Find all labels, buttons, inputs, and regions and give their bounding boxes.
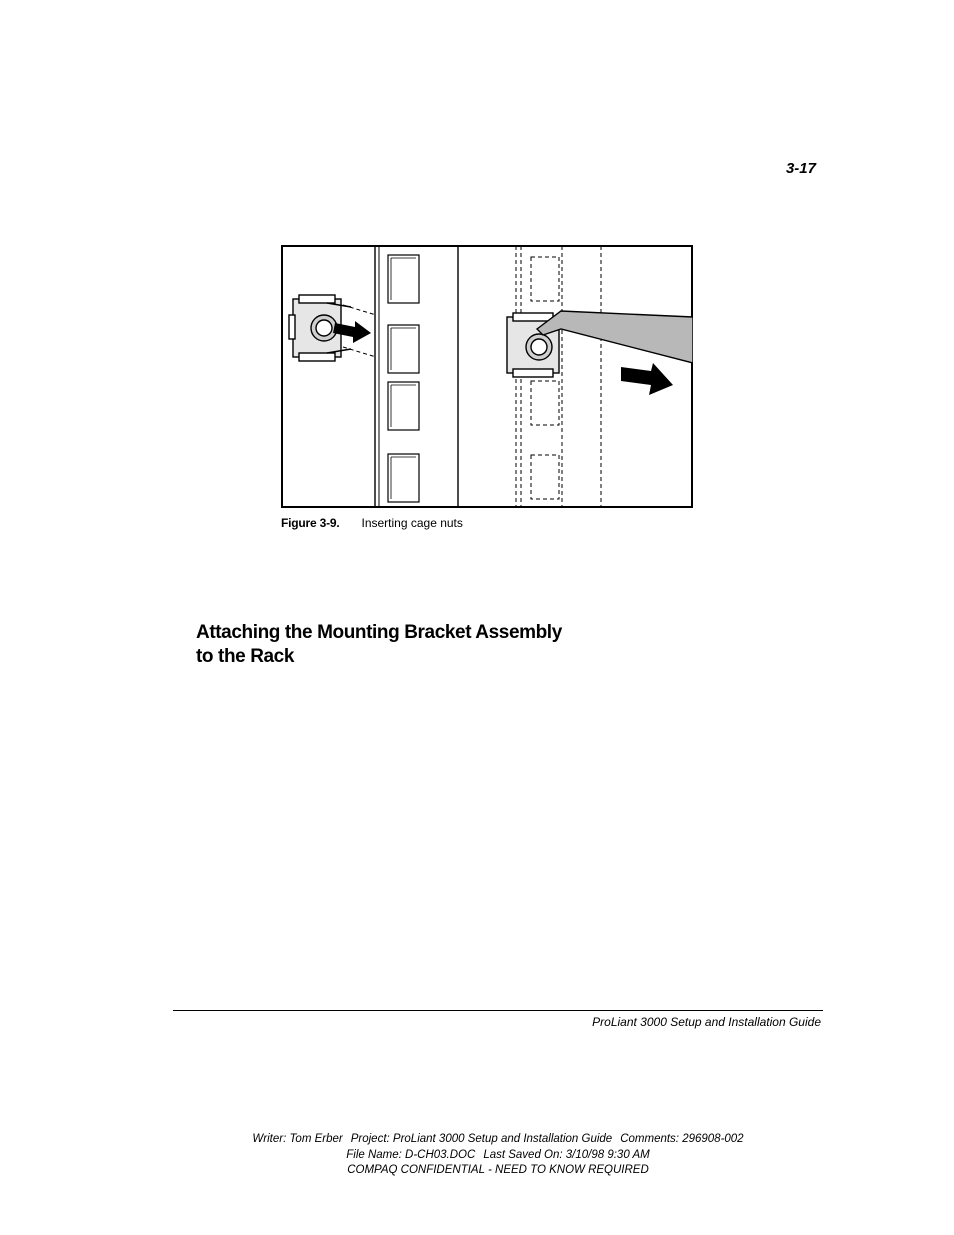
section-heading: [196, 621, 576, 669]
footer-rule: [173, 1010, 823, 1011]
figure-inserting-cage-nuts: [281, 245, 693, 508]
footer-comments: Comments: 296908-002: [620, 1133, 744, 1145]
section-heading-line1: Attaching the Mounting Bracket Assembly: [196, 622, 562, 643]
cage-nut-illustration: [281, 245, 693, 508]
figure-label: Figure 3-9.: [281, 516, 340, 530]
footer-confidential: COMPAQ CONFIDENTIAL - NEED TO KNOW REQUIRED: [347, 1164, 649, 1176]
figure-caption: [281, 516, 463, 530]
footer-writer: Writer: Tom Erber: [252, 1133, 343, 1145]
footer-meta-line2: [200, 1149, 796, 1161]
footer-guide-title: ProLiant 3000 Setup and Installation Guide: [592, 1015, 821, 1029]
footer-last-saved: Last Saved On: 3/10/98 9:30 AM: [483, 1149, 650, 1161]
section-heading-line2: to the Rack: [196, 646, 295, 667]
figure-caption-text: Inserting cage nuts: [361, 516, 463, 530]
page-number: 3-17: [785, 160, 816, 177]
footer-file-name: File Name: D-CH03.DOC: [346, 1149, 476, 1161]
footer-project: Project: ProLiant 3000 Setup and Installation Guide: [350, 1133, 613, 1145]
footer-meta-line1: [200, 1133, 796, 1145]
